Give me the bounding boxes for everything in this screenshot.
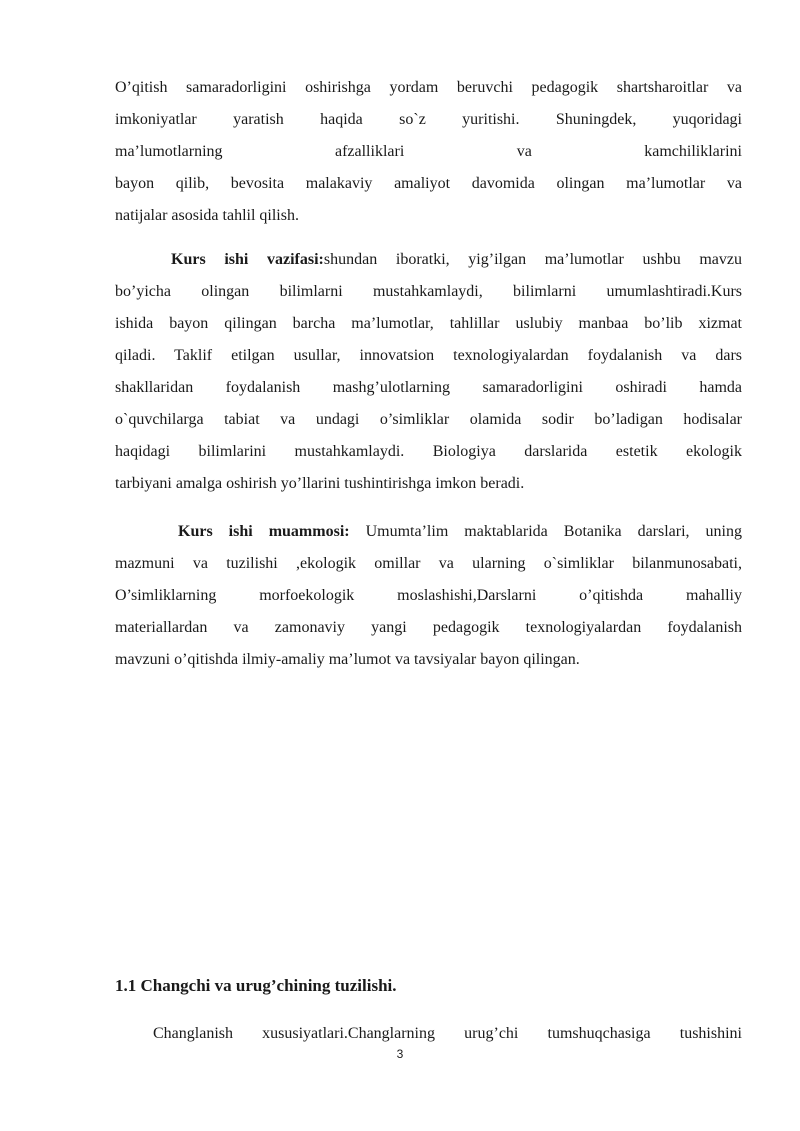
text-line: shakllaridan foydalanish mashg’ulotlarning samaradorligini oshiradi hamda bbox=[115, 379, 742, 396]
tasks-text: shundan iboratki, yig’ilgan ma’lumotlar ushbu mavzu bbox=[323, 251, 743, 268]
text-line: Changlanish xususiyatlari.Changlarning urug’chi tumshuqchasiga tushishini bbox=[153, 1025, 742, 1042]
section-heading: 1.1 Changchi va urug’chining tuzilishi. bbox=[115, 976, 397, 995]
text-line: imkoniyatlar yaratish haqida so`z yuritishi. Shuningdek, yuqoridagi bbox=[115, 111, 742, 128]
text-line: bayon qilib, bevosita malakaviy amaliyot davomida olingan ma’lumotlar va bbox=[115, 175, 742, 192]
text-line: ma’lumotlarning afzalliklari va kamchiliklarini bbox=[115, 143, 742, 160]
tasks-label: Kurs ishi vazifasi: bbox=[171, 251, 324, 268]
text-line: ishida bayon qilingan barcha ma’lumotlar, tahlillar uslubiy manbaa bo’lib xizmat bbox=[115, 315, 742, 332]
text-line: bo’yicha olingan bilimlarni mustahkamlaydi, bilimlarni umumlashtiradi.Kurs bbox=[115, 283, 742, 300]
text-line bbox=[171, 247, 742, 273]
page-number: 3 bbox=[396, 1047, 404, 1061]
text-line: mavzuni o’qitishda ilmiy-amaliy ma’lumot va tavsiyalar bayon qilingan. bbox=[115, 651, 580, 668]
text-line bbox=[178, 519, 742, 545]
problem-label: Kurs ishi muammosi: bbox=[178, 523, 350, 540]
text-line: O’qitish samaradorligini oshirishga yordam beruvchi pedagogik shartsharoitlar va bbox=[115, 79, 742, 96]
text-line: o`quvchilarga tabiat va undagi o’simliklar olamida sodir bo’ladigan hodisalar bbox=[115, 411, 742, 428]
text-line: O’simliklarning morfoekologik moslashishi,Darslarni o’qitishda mahalliy bbox=[115, 587, 742, 604]
problem-text: Umumta’lim maktablarida Botanika darslari, uning bbox=[349, 523, 742, 540]
text-line: mazmuni va tuzilishi ,ekologik omillar va ularning o`simliklar bilanmunosabati, bbox=[115, 555, 742, 572]
text-line: haqidagi bilimlarini mustahkamlaydi. Biologiya darslarida estetik ekologik bbox=[115, 443, 742, 460]
text-line: materiallardan va zamonaviy yangi pedagogik texnologiyalardan foydalanish bbox=[115, 619, 742, 636]
text-line: qiladi. Taklif etilgan usullar, innovatsion texnologiyalardan foydalanish va dars bbox=[115, 347, 742, 364]
text-line: natijalar asosida tahlil qilish. bbox=[115, 207, 299, 224]
text-line: tarbiyani amalga oshirish yo’llarini tushintirishga imkon beradi. bbox=[115, 475, 525, 492]
